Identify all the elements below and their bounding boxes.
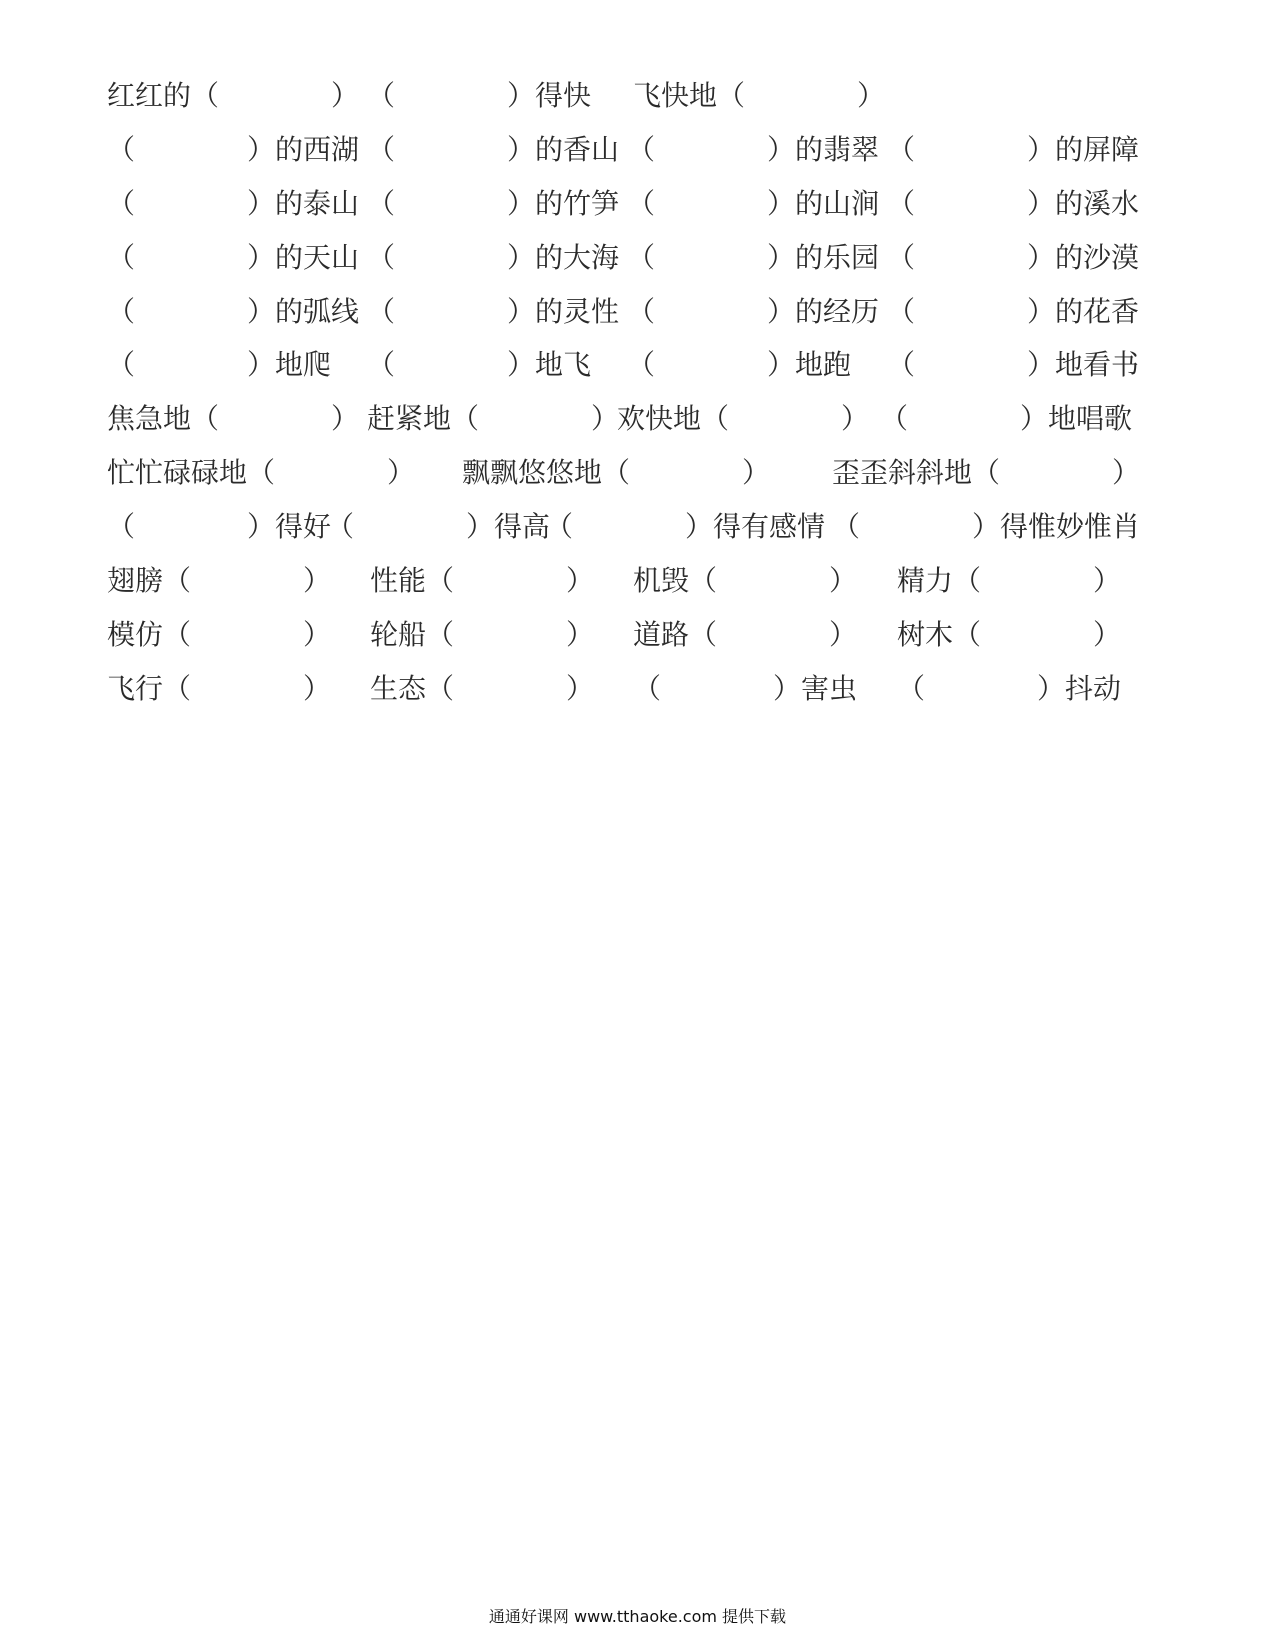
exercise-item: 欢快地（ ） xyxy=(617,402,870,435)
exercise-row-11 xyxy=(0,615,1275,655)
exercise-item: 红红的（ ） xyxy=(107,79,360,112)
exercise-item: 赶紧地（ ） xyxy=(367,402,620,435)
exercise-item: 歪歪斜斜地（ ） xyxy=(832,456,1141,489)
exercise-row-6 xyxy=(0,345,1275,385)
exercise-row-5 xyxy=(0,292,1275,332)
exercise-item: （ ）抖动 xyxy=(897,672,1122,705)
exercise-item: 飘飘悠悠地（ ） xyxy=(462,456,771,489)
exercise-item: 性能（ ） xyxy=(370,564,595,597)
exercise-item: （ ）的竹笋 xyxy=(367,187,620,220)
exercise-row-3 xyxy=(0,184,1275,224)
exercise-row-12 xyxy=(0,669,1275,709)
exercise-item: （ ）的经历 xyxy=(627,295,880,328)
exercise-item: 树木（ ） xyxy=(897,618,1122,651)
exercise-row-7 xyxy=(0,399,1275,439)
exercise-row-9 xyxy=(0,507,1275,547)
exercise-item: （ ）的弧线 xyxy=(107,295,360,328)
exercise-item: （ ）的山涧 xyxy=(627,187,880,220)
exercise-item: （ ）的香山 xyxy=(367,133,620,166)
exercise-item: 忙忙碌碌地（ ） xyxy=(107,456,416,489)
exercise-item: （ ）的屏障 xyxy=(887,133,1140,166)
exercise-item: 机毁（ ） xyxy=(633,564,858,597)
exercise-item: 模仿（ ） xyxy=(107,618,332,651)
exercise-item: （ ）地跑 xyxy=(627,348,852,381)
exercise-item: 焦急地（ ） xyxy=(107,402,360,435)
exercise-item: （ ）得好 xyxy=(107,510,332,543)
exercise-item: （ ）得高 xyxy=(326,510,551,543)
exercise-item: 翅膀（ ） xyxy=(107,564,332,597)
exercise-row-4 xyxy=(0,238,1275,278)
exercise-item: （ ）的乐园 xyxy=(627,241,880,274)
exercise-item: （ ）的灵性 xyxy=(367,295,620,328)
exercise-item: 精力（ ） xyxy=(897,564,1122,597)
exercise-item: 生态（ ） xyxy=(370,672,595,705)
exercise-item: （ ）得有感情 xyxy=(545,510,826,543)
exercise-item: （ ）的花香 xyxy=(887,295,1140,328)
exercise-row-1 xyxy=(0,76,1275,116)
exercise-item: （ ）得惟妙惟肖 xyxy=(832,510,1141,543)
exercise-item: （ ）地飞 xyxy=(367,348,592,381)
exercise-item: （ ）的大海 xyxy=(367,241,620,274)
exercise-item: （ ）害虫 xyxy=(633,672,858,705)
exercise-item: 轮船（ ） xyxy=(370,618,595,651)
exercise-item: （ ）得快 xyxy=(367,79,592,112)
exercise-item: （ ）的翡翠 xyxy=(627,133,880,166)
exercise-row-8 xyxy=(0,453,1275,493)
exercise-item: （ ）的沙漠 xyxy=(887,241,1140,274)
exercise-item: （ ）地唱歌 xyxy=(880,402,1133,435)
exercise-item: （ ）的天山 xyxy=(107,241,360,274)
exercise-row-10 xyxy=(0,561,1275,601)
exercise-item: 飞快地（ ） xyxy=(633,79,886,112)
exercise-item: （ ）的西湖 xyxy=(107,133,360,166)
exercise-item: 道路（ ） xyxy=(633,618,858,651)
exercise-item: （ ）的溪水 xyxy=(887,187,1140,220)
exercise-row-2 xyxy=(0,130,1275,170)
exercise-item: （ ）地看书 xyxy=(887,348,1140,381)
exercise-item: 飞行（ ） xyxy=(107,672,332,705)
exercise-item: （ ）的泰山 xyxy=(107,187,360,220)
page-footer: 通通好课网 www.tthaoke.com 提供下载 xyxy=(488,1607,787,1626)
exercise-item: （ ）地爬 xyxy=(107,348,332,381)
